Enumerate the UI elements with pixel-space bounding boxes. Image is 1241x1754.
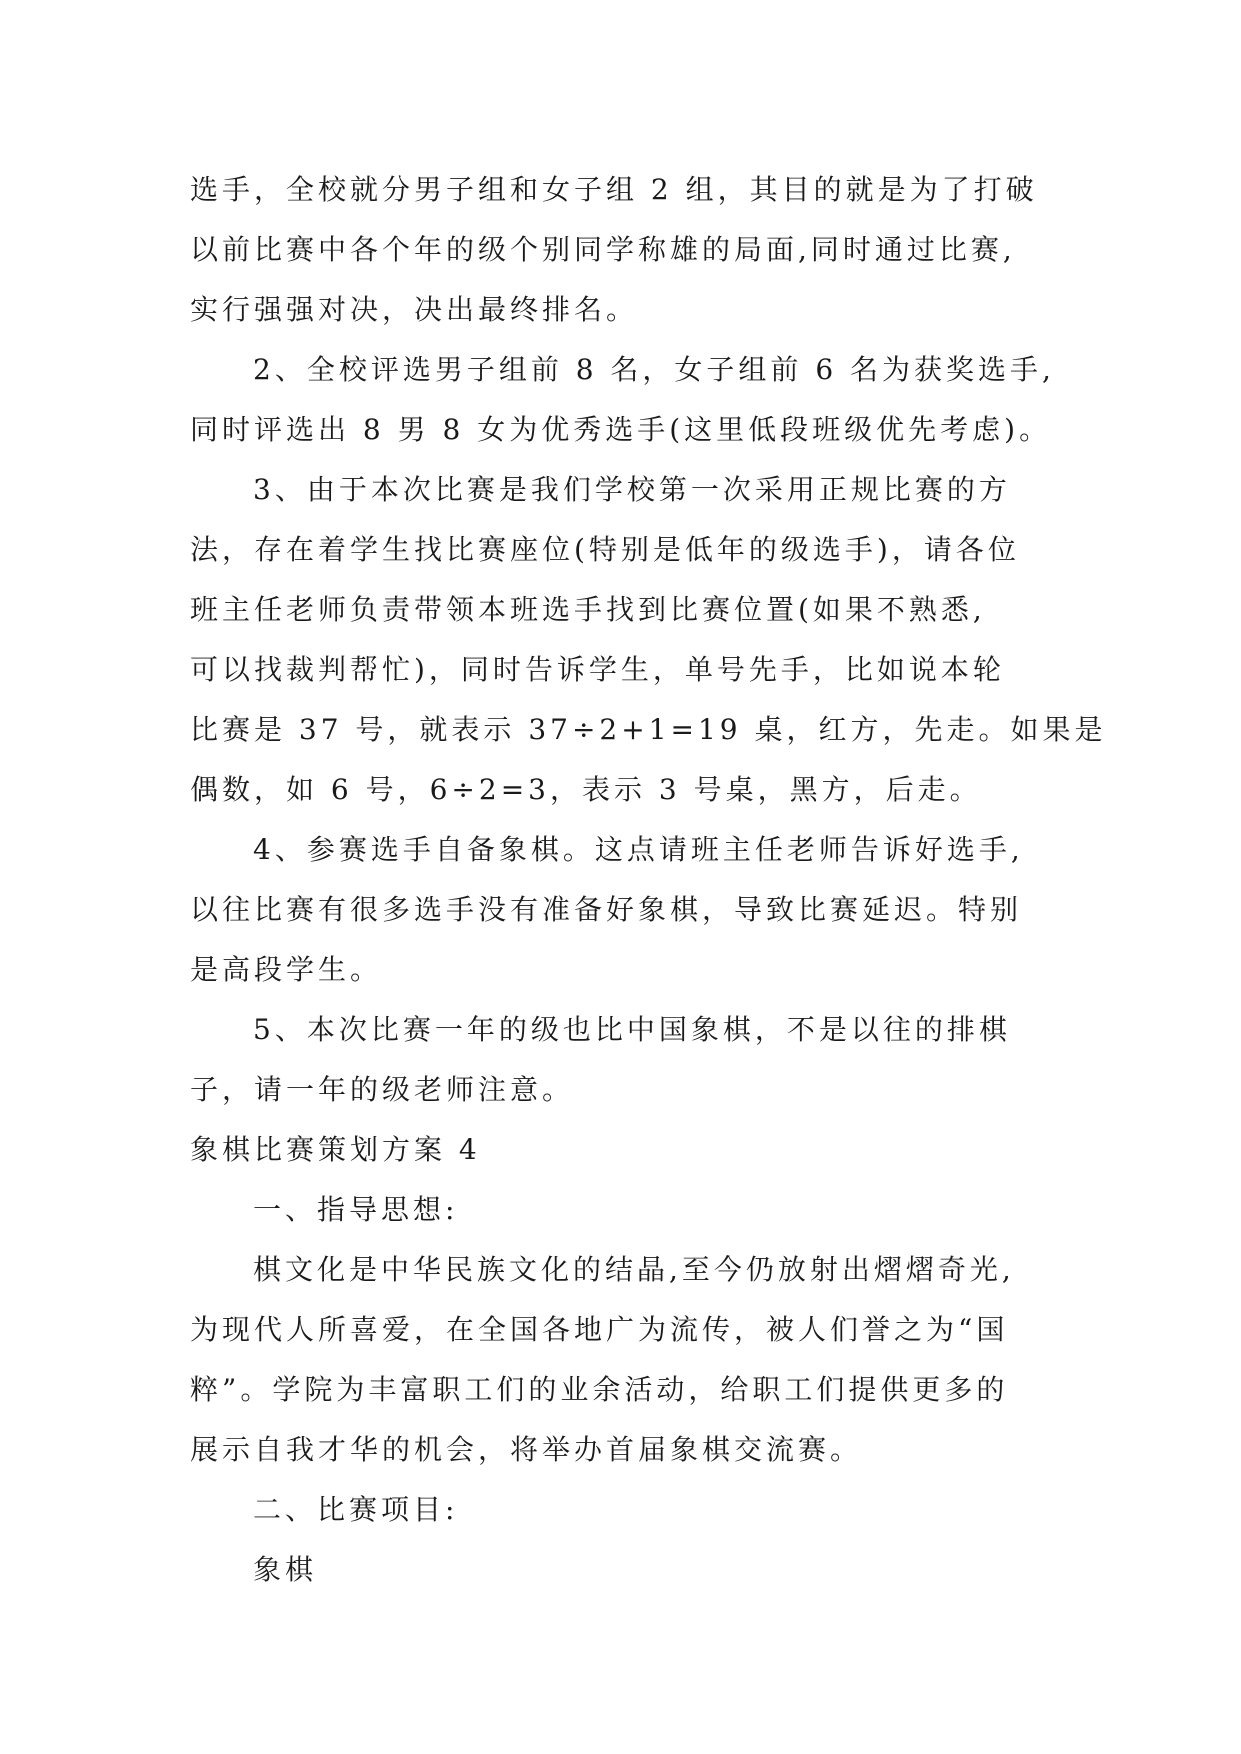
text-line: 班主任老师负责带领本班选手找到比赛位置(如果不熟悉, [190, 593, 986, 626]
text-line: 是高段学生。 [190, 953, 383, 986]
text-line: 2、全校评选男子组前 8 名，女子组前 6 名为获奖选手, [253, 353, 1055, 386]
text-line: 4、参赛选手自备象棋。这点请班主任老师告诉好选手, [253, 833, 1024, 866]
text-line: 同时评选出 8 男 8 女为优秀选手(这里低段班级优先考虑)。 [190, 413, 1052, 446]
text-line: 二、比赛项目: [253, 1493, 459, 1526]
text-line: 为现代人所喜爱，在全国各地广为流传，被人们誉之为“国 [190, 1313, 1009, 1346]
text-line: 实行强强对决，决出最终排名。 [190, 293, 639, 326]
text-line: 以前比赛中各个年的级个别同学称雄的局面,同时通过比赛, [190, 233, 1016, 266]
text-line: 一、指导思想: [253, 1193, 459, 1226]
text-line: 比赛是 37 号，就表示 37÷2+1=19 桌，红方，先走。如果是 [190, 713, 1107, 746]
text-line: 以往比赛有很多选手没有准备好象棋，导致比赛延迟。特别 [190, 893, 1023, 926]
text-line: 法，存在着学生找比赛座位(特别是低年的级选手)，请各位 [190, 533, 1020, 566]
text-line: 5、本次比赛一年的级也比中国象棋，不是以往的排棋 [253, 1013, 1011, 1046]
text-line: 展示自我才华的机会，将举办首届象棋交流赛。 [190, 1433, 863, 1466]
text-line: 象棋比赛策划方案 4 [190, 1133, 481, 1166]
text-line: 偶数，如 6 号，6÷2=3，表示 3 号桌，黑方，后走。 [190, 773, 982, 806]
document-body [190, 160, 1107, 1600]
text-line: 选手，全校就分男子组和女子组 2 组，其目的就是为了打破 [190, 173, 1038, 206]
text-line: 棋文化是中华民族文化的结晶,至今仍放射出熠熠奇光, [253, 1253, 1015, 1286]
text-line: 可以找裁判帮忙)，同时告诉学生，单号先手，比如说本轮 [190, 653, 1005, 686]
text-line: 3、由于本次比赛是我们学校第一次采用正规比赛的方 [253, 473, 1011, 506]
text-line: 象棋 [253, 1553, 318, 1586]
text-line: 子，请一年的级老师注意。 [190, 1073, 575, 1106]
text-line: 粹”。学院为丰富职工们的业余活动，给职工们提供更多的 [190, 1373, 1009, 1406]
